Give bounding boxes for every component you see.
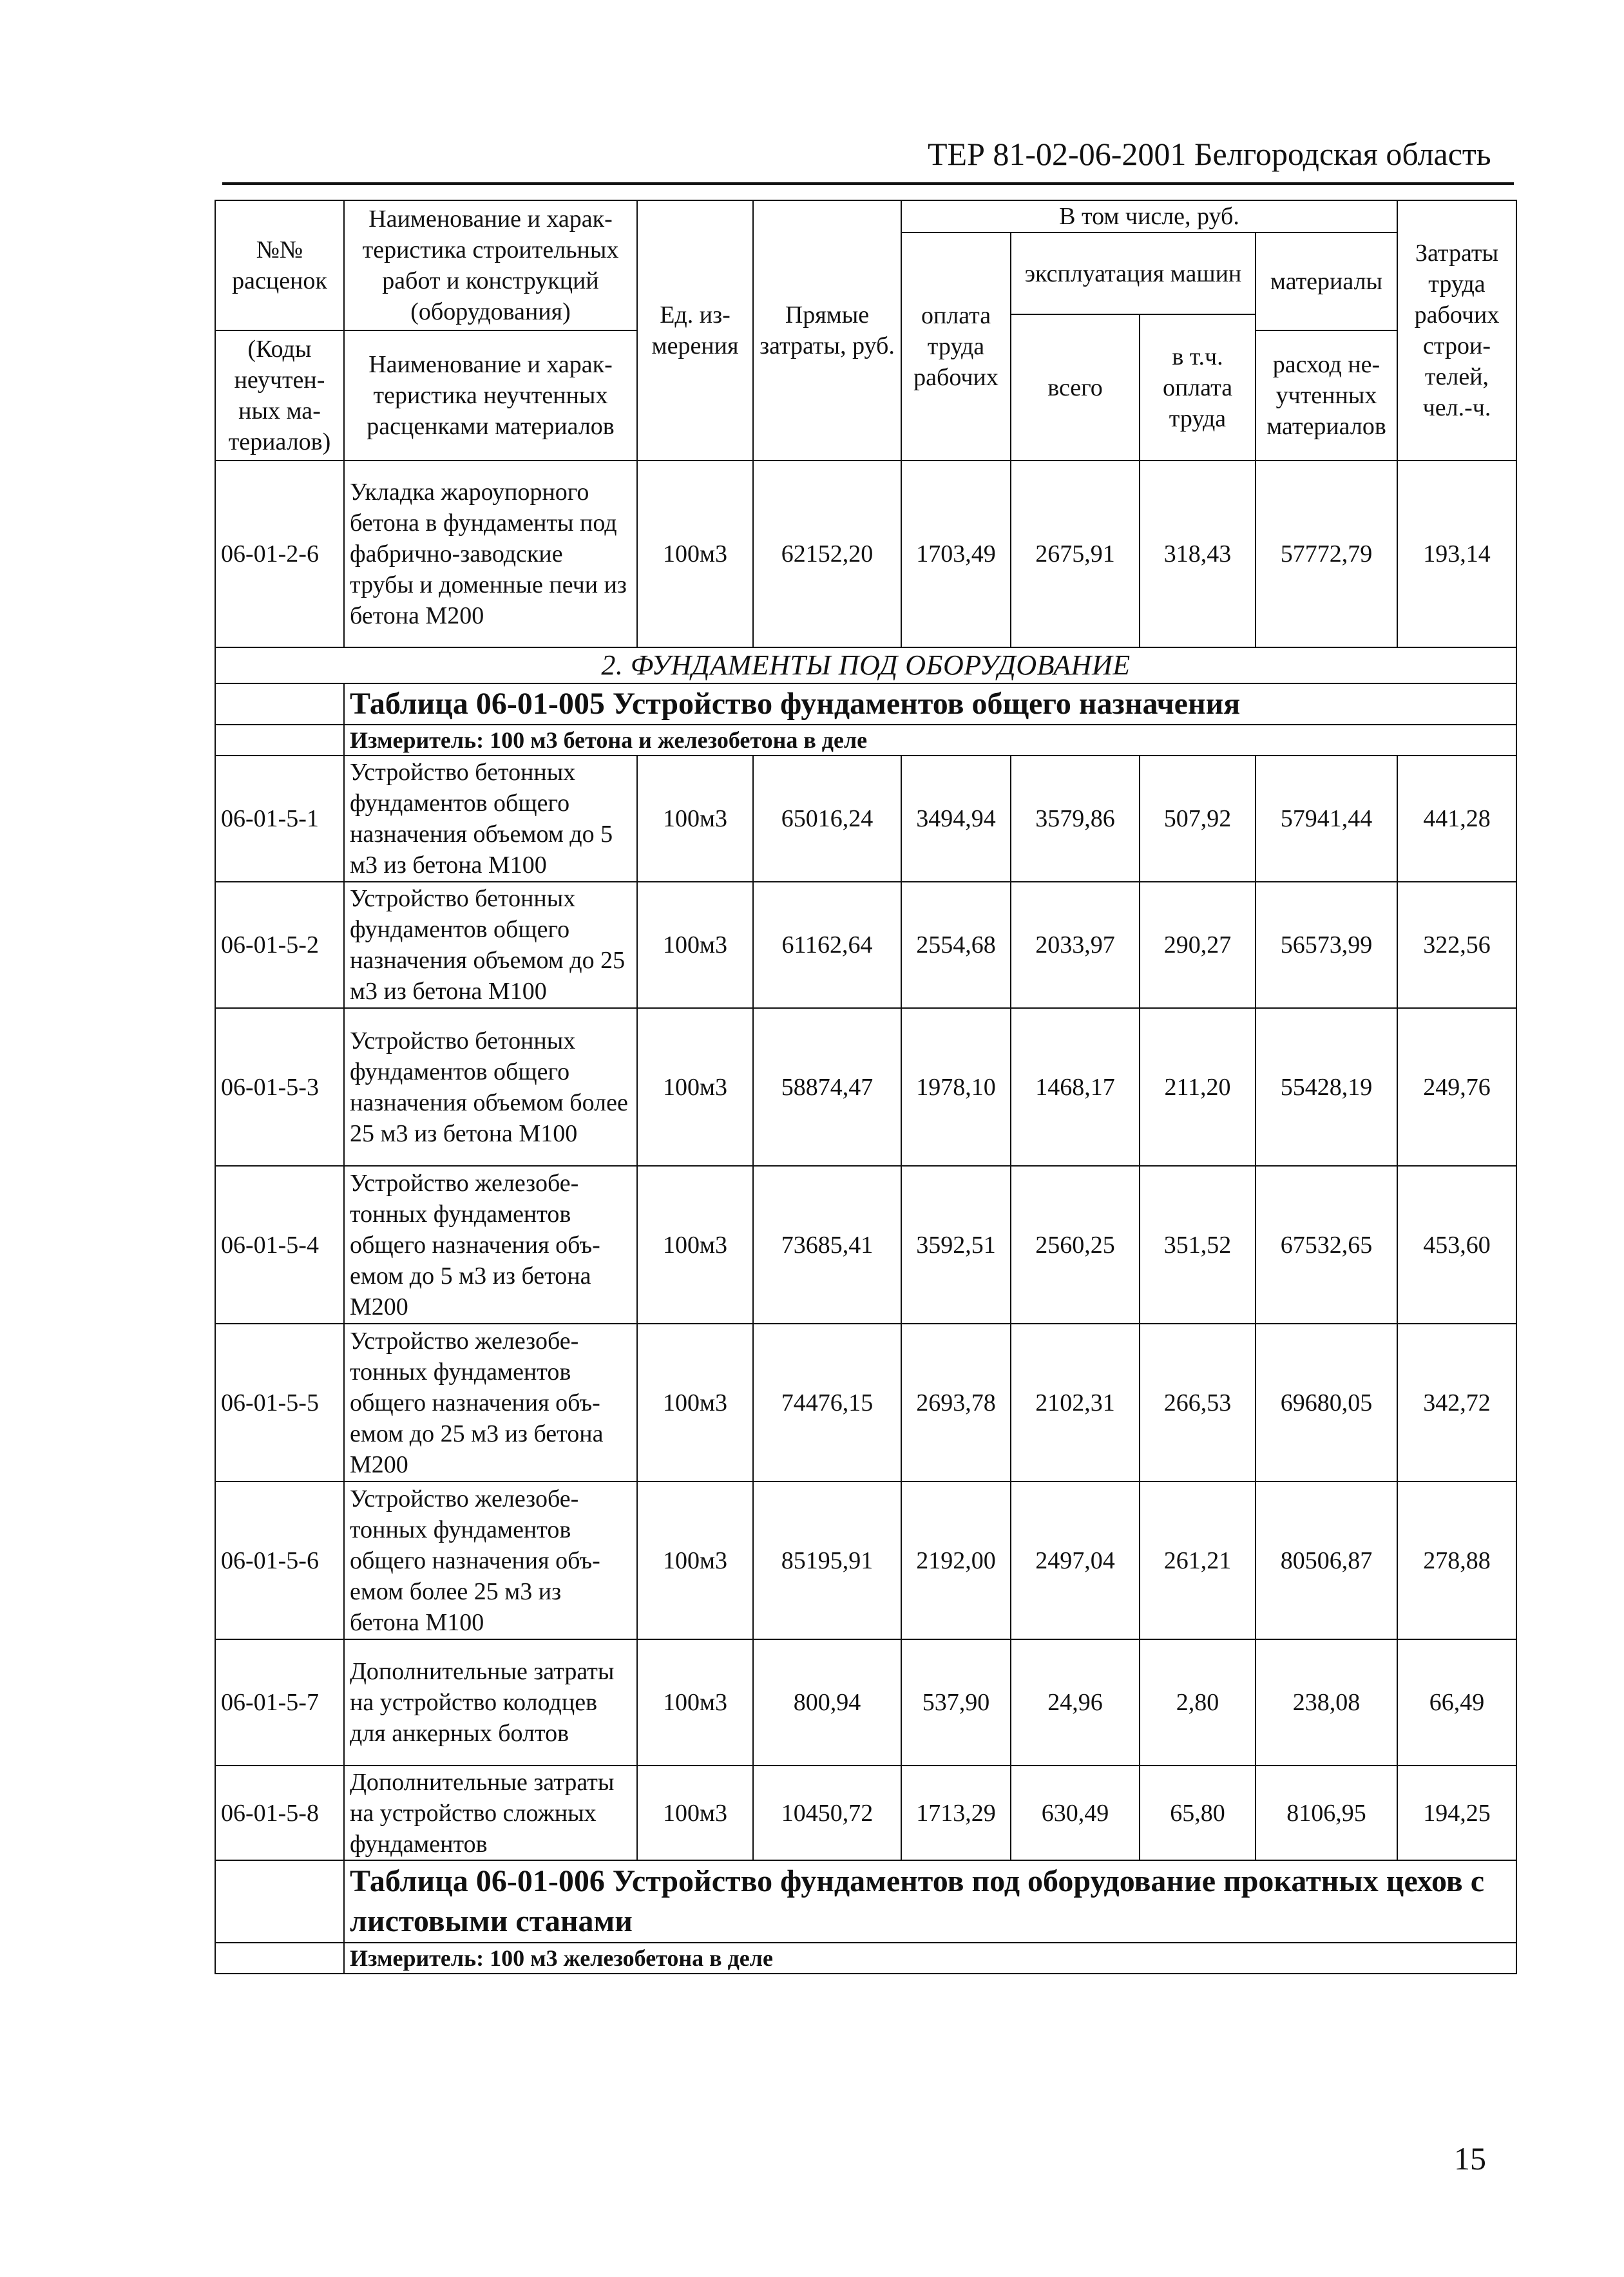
header-rule [222,182,1514,185]
row-materials: 56573,99 [1256,882,1397,1008]
row-direct: 61162,64 [753,882,901,1008]
col-materials-header: материалы [1256,233,1397,330]
row-hours: 249,76 [1397,1008,1516,1166]
row-hours: 322,56 [1397,882,1516,1008]
row-machines: 2675,91 [1011,461,1140,647]
row-labor: 2693,78 [901,1324,1011,1481]
row-name: Устройство бетонных фундаментов общего назначения объемом до 5 м3 из бетона М100 [344,756,637,882]
row-name: Укладка жароупорного бетона в фундаменты под фабрично-заводские трубы и доменные печи из бетона М200 [344,461,637,647]
header-row-1 [215,200,1516,233]
section-row [215,647,1516,683]
row-machines: 630,49 [1011,1766,1140,1860]
col-machines-labor-header: в т.ч. оплата труда [1140,314,1256,461]
col-unit-header: Ед. измерения [637,200,753,461]
rates-table [215,200,1517,1974]
row-code: 06-01-5-4 [215,1166,344,1324]
table-row [215,461,1516,647]
row-unit: 100м3 [637,1008,753,1166]
col-unacc-code-header: (Коды неучтенных материалов) [215,330,344,461]
row-hours: 66,49 [1397,1639,1516,1766]
row-name: Устройство бетонных фундаментов общего назначения объемом до 25 м3 из бетона М100 [344,882,637,1008]
table-row [215,1766,1516,1860]
row-hours: 278,88 [1397,1481,1516,1639]
row-materials: 238,08 [1256,1639,1397,1766]
table-row [215,1639,1516,1766]
row-code: 06-01-5-6 [215,1481,344,1639]
row-code: 06-01-5-5 [215,1324,344,1481]
row-machines-labor: 507,92 [1140,756,1256,882]
table2-meter: Измеритель: 100 м3 железобетона в деле [344,1943,1516,1974]
row-direct: 65016,24 [753,756,901,882]
row-direct: 10450,72 [753,1766,901,1860]
table-row [215,1324,1516,1481]
row-machines-labor: 2,80 [1140,1639,1256,1766]
row-name: Дополнительные затраты на устройство колодцев для анкерных болтов [344,1639,637,1766]
table1-title: Таблица 06-01-005 Устройство фундаментов общего назначения [344,683,1516,725]
row-materials: 57941,44 [1256,756,1397,882]
row-labor: 1978,10 [901,1008,1011,1166]
table2-meter-blank [215,1943,344,1974]
col-machines-total-header: всего [1011,314,1140,461]
row-machines: 1468,17 [1011,1008,1140,1166]
row-direct: 800,94 [753,1639,901,1766]
row-hours: 453,60 [1397,1166,1516,1324]
row-materials: 80506,87 [1256,1481,1397,1639]
row-machines-labor: 261,21 [1140,1481,1256,1639]
table-row [215,882,1516,1008]
col-direct-header: Прямые затраты, руб. [753,200,901,461]
row-machines: 2102,31 [1011,1324,1140,1481]
col-labor-header: оплата труда рабочих [901,233,1011,461]
row-direct: 73685,41 [753,1166,901,1324]
row-materials: 8106,95 [1256,1766,1397,1860]
row-unit: 100м3 [637,461,753,647]
table1-title-row [215,683,1516,725]
row-unit: 100м3 [637,882,753,1008]
section-title: 2. ФУНДАМЕНТЫ ПОД ОБОРУДОВАНИЕ [215,647,1516,683]
row-direct: 62152,20 [753,461,901,647]
row-name: Устройство железобетонных фундаментов общего назначения объемом более 25 м3 из бетона М100 [344,1481,637,1639]
row-unit: 100м3 [637,1324,753,1481]
col-hours-header: Затраты труда рабочих строителей, чел.-ч. [1397,200,1516,461]
page-number: 15 [1454,2140,1486,2177]
row-machines-labor: 266,53 [1140,1324,1256,1481]
row-machines: 3579,86 [1011,756,1140,882]
table1-title-blank [215,683,344,725]
col-machines-header: эксплуатация машин [1011,233,1256,314]
row-name: Устройство бетонных фундаментов общего назначения объемом более 25 м3 из бетона М100 [344,1008,637,1166]
row-unit: 100м3 [637,1481,753,1639]
row-labor: 1713,29 [901,1766,1011,1860]
row-labor: 2192,00 [901,1481,1011,1639]
row-labor: 3494,94 [901,756,1011,882]
row-materials: 55428,19 [1256,1008,1397,1166]
table2-title-row [215,1860,1516,1943]
table-row [215,1481,1516,1639]
row-hours: 194,25 [1397,1766,1516,1860]
col-name-header: Наименование и характеристика строительных работ и конструкций (оборудования) [344,200,637,330]
document-header: ТЕР 81-02-06-2001 Белгородская область [928,136,1491,172]
row-unit: 100м3 [637,1639,753,1766]
row-hours: 342,72 [1397,1324,1516,1481]
row-machines: 2560,25 [1011,1166,1140,1324]
row-direct: 58874,47 [753,1008,901,1166]
row-name: Устройство железобетонных фундаментов общего назначения объемом до 25 м3 из бетона М200 [344,1324,637,1481]
row-direct: 74476,15 [753,1324,901,1481]
col-materials-unacc-header: расход неучтенных материалов [1256,330,1397,461]
row-direct: 85195,91 [753,1481,901,1639]
row-machines: 24,96 [1011,1639,1140,1766]
table2-title-blank [215,1860,344,1943]
row-machines-labor: 211,20 [1140,1008,1256,1166]
row-labor: 1703,49 [901,461,1011,647]
row-materials: 57772,79 [1256,461,1397,647]
row-materials: 69680,05 [1256,1324,1397,1481]
row-labor: 537,90 [901,1639,1011,1766]
table1-meter-blank [215,725,344,756]
row-labor: 2554,68 [901,882,1011,1008]
table-row [215,1008,1516,1166]
row-machines: 2033,97 [1011,882,1140,1008]
table2-title: Таблица 06-01-006 Устройство фундаментов под оборудование прокатных цехов с листовыми станами [344,1860,1516,1943]
row-code: 06-01-5-8 [215,1766,344,1860]
table1-meter: Измеритель: 100 м3 бетона и железобетона в деле [344,725,1516,756]
row-machines-labor: 351,52 [1140,1166,1256,1324]
table-row [215,1166,1516,1324]
row-code: 06-01-5-7 [215,1639,344,1766]
col-unacc-name-header: Наименование и характеристика неучтенных расценками материалов [344,330,637,461]
row-name: Устройство железобетонных фундаментов общего назначения объемом до 5 м3 из бетона М200 [344,1166,637,1324]
row-code: 06-01-5-2 [215,882,344,1008]
row-labor: 3592,51 [901,1166,1011,1324]
col-incl-header: В том числе, руб. [901,200,1397,233]
row-machines-labor: 65,80 [1140,1766,1256,1860]
table2-meter-row [215,1943,1516,1974]
row-code: 06-01-2-6 [215,461,344,647]
row-machines: 2497,04 [1011,1481,1140,1639]
row-materials: 67532,65 [1256,1166,1397,1324]
row-hours: 193,14 [1397,461,1516,647]
row-name: Дополнительные затраты на устройство сложных фундаментов [344,1766,637,1860]
table1-meter-row [215,725,1516,756]
col-code-header: №№ расценок [215,200,344,330]
row-unit: 100м3 [637,756,753,882]
row-machines-labor: 290,27 [1140,882,1256,1008]
row-machines-labor: 318,43 [1140,461,1256,647]
table-row [215,756,1516,882]
row-code: 06-01-5-1 [215,756,344,882]
row-code: 06-01-5-3 [215,1008,344,1166]
row-hours: 441,28 [1397,756,1516,882]
row-unit: 100м3 [637,1166,753,1324]
row-unit: 100м3 [637,1766,753,1860]
